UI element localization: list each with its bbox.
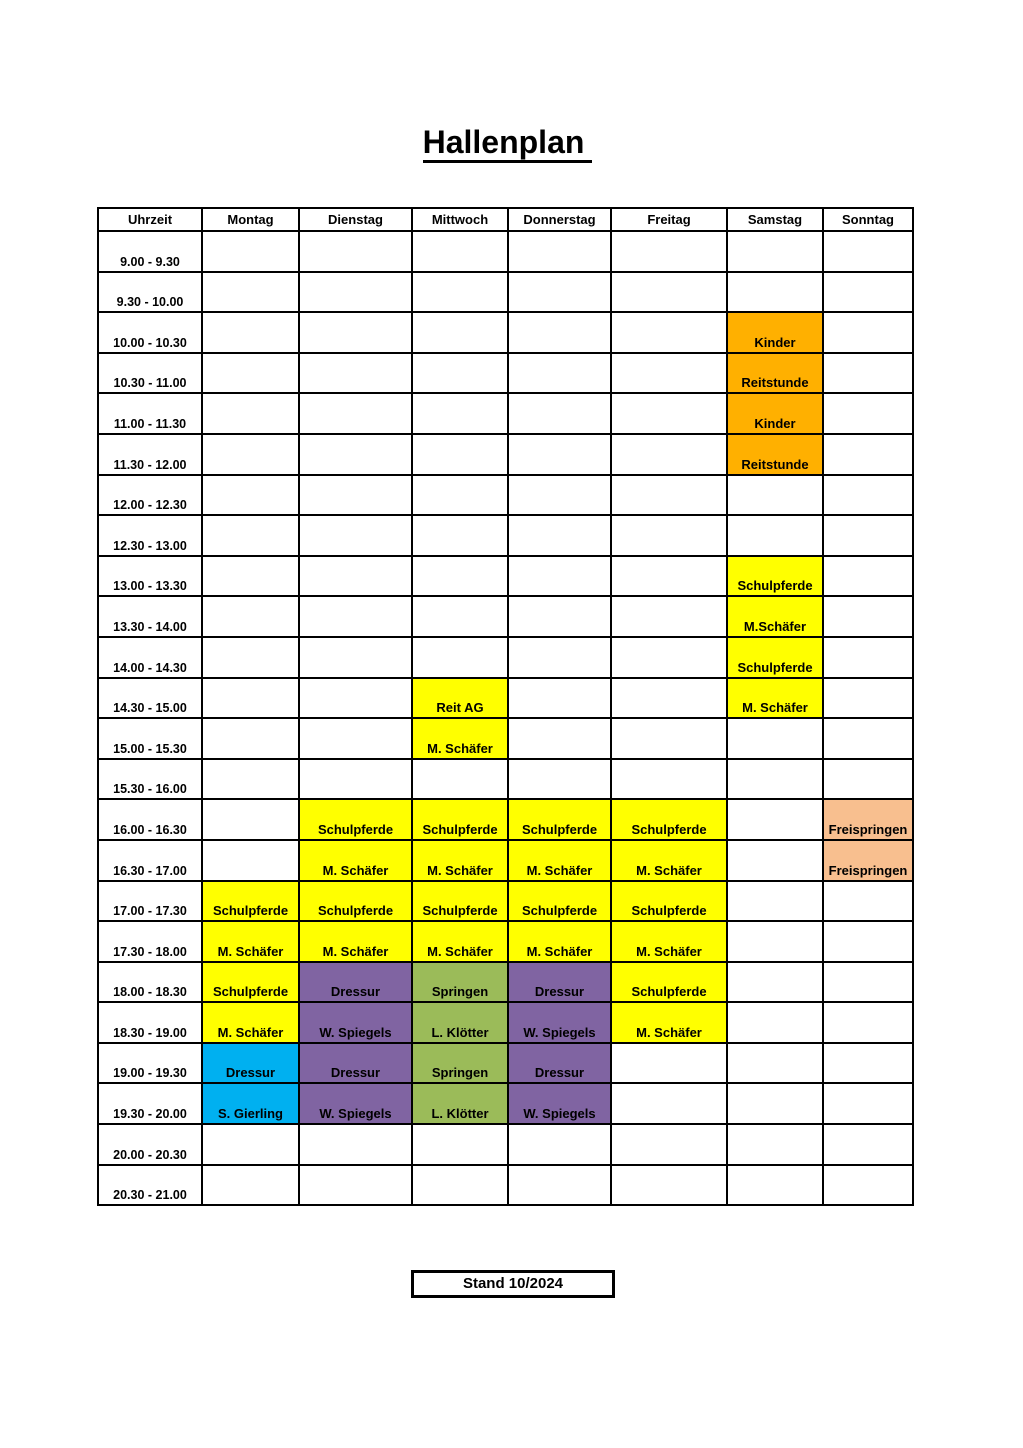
- schedule-cell: [202, 1165, 299, 1206]
- schedule-cell: [412, 393, 508, 434]
- schedule-cell: [299, 759, 412, 800]
- schedule-cell: M. Schäfer: [611, 840, 727, 881]
- schedule-cell: [823, 596, 913, 637]
- time-slot: 17.30 - 18.00: [98, 921, 202, 962]
- schedule-cell: [727, 1083, 823, 1124]
- table-row: [98, 596, 913, 637]
- schedule-cell: [611, 678, 727, 719]
- schedule-cell: [508, 718, 611, 759]
- schedule-cell: [727, 1043, 823, 1084]
- header-day-sonntag: Sonntag: [823, 208, 913, 231]
- schedule-cell: [508, 1165, 611, 1206]
- schedule-cell: [202, 515, 299, 556]
- schedule-cell: [202, 678, 299, 719]
- schedule-cell: [823, 272, 913, 313]
- schedule-cell: [823, 1083, 913, 1124]
- schedule-cell: M. Schäfer: [508, 840, 611, 881]
- time-slot: 17.00 - 17.30: [98, 881, 202, 922]
- header-time: Uhrzeit: [98, 208, 202, 231]
- schedule-cell: [727, 799, 823, 840]
- table-row: [98, 637, 913, 678]
- header-day-montag: Montag: [202, 208, 299, 231]
- time-slot: 9.00 - 9.30: [98, 231, 202, 272]
- schedule-cell: [412, 434, 508, 475]
- time-slot: 10.30 - 11.00: [98, 353, 202, 394]
- schedule-cell: [202, 393, 299, 434]
- schedule-cell: [727, 1002, 823, 1043]
- schedule-cell: W. Spiegels: [508, 1083, 611, 1124]
- schedule-cell: [823, 759, 913, 800]
- schedule-cell: [299, 353, 412, 394]
- table-row: [98, 1165, 913, 1206]
- table-row: [98, 921, 913, 962]
- schedule-cell: [611, 515, 727, 556]
- stand-label: Stand 10/2024: [411, 1270, 615, 1298]
- schedule-cell: [611, 475, 727, 516]
- schedule-cell: [611, 1124, 727, 1165]
- table-row: [98, 1124, 913, 1165]
- schedule-cell: [508, 393, 611, 434]
- schedule-cell: [823, 1002, 913, 1043]
- table-row: [98, 231, 913, 272]
- schedule-cell: [823, 921, 913, 962]
- time-slot: 10.00 - 10.30: [98, 312, 202, 353]
- schedule-cell: [202, 353, 299, 394]
- schedule-cell: [299, 1165, 412, 1206]
- schedule-cell: [299, 1124, 412, 1165]
- schedule-cell: [727, 475, 823, 516]
- schedule-cell: [611, 1165, 727, 1206]
- schedule-cell: [412, 475, 508, 516]
- schedule-cell: [412, 556, 508, 597]
- schedule-cell: Schulpferde: [412, 799, 508, 840]
- table-row: [98, 1043, 913, 1084]
- schedule-cell: [823, 434, 913, 475]
- schedule-cell: Freispringen: [823, 840, 913, 881]
- schedule-cell: [611, 637, 727, 678]
- schedule-cell: [202, 312, 299, 353]
- table-row: [98, 272, 913, 313]
- schedule-cell: [727, 272, 823, 313]
- schedule-cell: Kinder: [727, 312, 823, 353]
- schedule-cell: Schulpferde: [611, 962, 727, 1003]
- schedule-cell: [611, 1043, 727, 1084]
- table-row: [98, 962, 913, 1003]
- table-row: [98, 312, 913, 353]
- schedule-cell: [823, 231, 913, 272]
- schedule-cell: [412, 759, 508, 800]
- time-slot: 11.30 - 12.00: [98, 434, 202, 475]
- time-slot: 9.30 - 10.00: [98, 272, 202, 313]
- schedule-cell: Dressur: [508, 962, 611, 1003]
- schedule-cell: W. Spiegels: [508, 1002, 611, 1043]
- schedule-cell: [202, 840, 299, 881]
- header-day-freitag: Freitag: [611, 208, 727, 231]
- schedule-cell: Schulpferde: [727, 556, 823, 597]
- schedule-cell: Schulpferde: [508, 799, 611, 840]
- schedule-cell: [727, 921, 823, 962]
- table-row: [98, 1083, 913, 1124]
- schedule-cell: Schulpferde: [299, 799, 412, 840]
- table-row: [98, 881, 913, 922]
- schedule-cell: [412, 1165, 508, 1206]
- schedule-cell: [823, 1043, 913, 1084]
- schedule-cell: Schulpferde: [727, 637, 823, 678]
- time-slot: 19.00 - 19.30: [98, 1043, 202, 1084]
- schedule-cell: [299, 475, 412, 516]
- schedule-cell: [727, 515, 823, 556]
- schedule-cell: [412, 1124, 508, 1165]
- schedule-cell: M. Schäfer: [202, 921, 299, 962]
- schedule-cell: [727, 1124, 823, 1165]
- schedule-cell: [611, 759, 727, 800]
- schedule-cell: [299, 515, 412, 556]
- schedule-cell: Reitstunde: [727, 434, 823, 475]
- schedule-cell: [299, 312, 412, 353]
- schedule-cell: Schulpferde: [202, 881, 299, 922]
- schedule-cell: [727, 962, 823, 1003]
- table-row: [98, 759, 913, 800]
- schedule-cell: [727, 759, 823, 800]
- time-slot: 13.00 - 13.30: [98, 556, 202, 597]
- schedule-cell: [299, 434, 412, 475]
- schedule-cell: [823, 1165, 913, 1206]
- table-row: [98, 393, 913, 434]
- schedule-cell: [299, 596, 412, 637]
- schedule-cell: [412, 353, 508, 394]
- table-row: [98, 353, 913, 394]
- schedule-cell: [508, 1124, 611, 1165]
- schedule-cell: S. Gierling: [202, 1083, 299, 1124]
- time-slot: 20.00 - 20.30: [98, 1124, 202, 1165]
- schedule-cell: Schulpferde: [412, 881, 508, 922]
- time-slot: 14.30 - 15.00: [98, 678, 202, 719]
- schedule-cell: [611, 434, 727, 475]
- schedule-cell: [508, 312, 611, 353]
- schedule-cell: [823, 475, 913, 516]
- schedule-cell: [508, 759, 611, 800]
- schedule-cell: [412, 596, 508, 637]
- schedule-cell: M. Schäfer: [412, 840, 508, 881]
- schedule-cell: [823, 962, 913, 1003]
- table-row: [98, 799, 913, 840]
- schedule-cell: [202, 272, 299, 313]
- schedule-cell: [611, 231, 727, 272]
- schedule-cell: M. Schäfer: [611, 1002, 727, 1043]
- schedule-cell: [823, 678, 913, 719]
- schedule-cell: Reitstunde: [727, 353, 823, 394]
- header-day-dienstag: Dienstag: [299, 208, 412, 231]
- schedule-cell: [611, 272, 727, 313]
- schedule-cell: Dressur: [299, 962, 412, 1003]
- schedule-cell: [611, 718, 727, 759]
- schedule-cell: [412, 515, 508, 556]
- schedule-cell: [508, 353, 611, 394]
- schedule-cell: [299, 637, 412, 678]
- schedule-cell: Springen: [412, 962, 508, 1003]
- schedule-table: [97, 207, 914, 1206]
- schedule-cell: [202, 475, 299, 516]
- schedule-cell: Dressur: [202, 1043, 299, 1084]
- schedule-cell: Schulpferde: [508, 881, 611, 922]
- time-slot: 12.30 - 13.00: [98, 515, 202, 556]
- schedule-cell: [508, 475, 611, 516]
- table-row: [98, 718, 913, 759]
- schedule-cell: M.Schäfer: [727, 596, 823, 637]
- time-slot: 11.00 - 11.30: [98, 393, 202, 434]
- schedule-cell: [611, 312, 727, 353]
- schedule-cell: [727, 881, 823, 922]
- schedule-cell: [823, 515, 913, 556]
- schedule-cell: [299, 678, 412, 719]
- schedule-cell: [202, 718, 299, 759]
- schedule-cell: [299, 393, 412, 434]
- table-row: [98, 840, 913, 881]
- schedule-cell: [508, 637, 611, 678]
- schedule-cell: [412, 272, 508, 313]
- table-row: [98, 515, 913, 556]
- schedule-cell: Reit AG: [412, 678, 508, 719]
- schedule-cell: [611, 353, 727, 394]
- schedule-cell: Schulpferde: [202, 962, 299, 1003]
- schedule-cell: [727, 231, 823, 272]
- schedule-cell: [202, 556, 299, 597]
- time-slot: 16.30 - 17.00: [98, 840, 202, 881]
- schedule-cell: [727, 718, 823, 759]
- schedule-cell: Schulpferde: [611, 881, 727, 922]
- schedule-cell: Springen: [412, 1043, 508, 1084]
- schedule-cell: W. Spiegels: [299, 1083, 412, 1124]
- time-slot: 20.30 - 21.00: [98, 1165, 202, 1206]
- page-title-text: Hallenplan: [423, 124, 593, 163]
- schedule-cell: [727, 1165, 823, 1206]
- schedule-cell: Dressur: [508, 1043, 611, 1084]
- time-slot: 13.30 - 14.00: [98, 596, 202, 637]
- schedule-cell: [611, 556, 727, 597]
- schedule-cell: [823, 637, 913, 678]
- schedule-cell: [823, 881, 913, 922]
- time-slot: 15.30 - 16.00: [98, 759, 202, 800]
- header-day-mittwoch: Mittwoch: [412, 208, 508, 231]
- schedule-cell: [611, 393, 727, 434]
- schedule-cell: [508, 678, 611, 719]
- schedule-cell: [508, 515, 611, 556]
- header-day-donnerstag: Donnerstag: [508, 208, 611, 231]
- schedule-cell: [611, 596, 727, 637]
- schedule-cell: [299, 718, 412, 759]
- schedule-cell: [823, 393, 913, 434]
- time-slot: 12.00 - 12.30: [98, 475, 202, 516]
- table-row: [98, 678, 913, 719]
- schedule-cell: Schulpferde: [611, 799, 727, 840]
- schedule-cell: [508, 272, 611, 313]
- schedule-cell: [823, 556, 913, 597]
- schedule-cell: [508, 231, 611, 272]
- schedule-cell: M. Schäfer: [412, 921, 508, 962]
- table-row: [98, 434, 913, 475]
- schedule-cell: [202, 434, 299, 475]
- schedule-cell: M. Schäfer: [299, 921, 412, 962]
- schedule-cell: [202, 231, 299, 272]
- schedule-cell: Freispringen: [823, 799, 913, 840]
- time-slot: 18.00 - 18.30: [98, 962, 202, 1003]
- schedule-cell: [412, 637, 508, 678]
- schedule-cell: [299, 231, 412, 272]
- table-row: [98, 1002, 913, 1043]
- schedule-cell: [611, 1083, 727, 1124]
- schedule-cell: M. Schäfer: [202, 1002, 299, 1043]
- schedule-cell: L. Klötter: [412, 1002, 508, 1043]
- schedule-cell: [202, 637, 299, 678]
- time-slot: 14.00 - 14.30: [98, 637, 202, 678]
- schedule-body: [98, 231, 913, 1205]
- schedule-cell: [823, 353, 913, 394]
- schedule-cell: [202, 799, 299, 840]
- schedule-cell: Dressur: [299, 1043, 412, 1084]
- schedule-cell: Schulpferde: [299, 881, 412, 922]
- time-slot: 15.00 - 15.30: [98, 718, 202, 759]
- schedule-cell: [823, 718, 913, 759]
- page-title: [0, 124, 1015, 163]
- schedule-cell: M. Schäfer: [412, 718, 508, 759]
- schedule-cell: M. Schäfer: [727, 678, 823, 719]
- schedule-cell: [299, 556, 412, 597]
- schedule-cell: [202, 596, 299, 637]
- time-slot: 16.00 - 16.30: [98, 799, 202, 840]
- time-slot: 19.30 - 20.00: [98, 1083, 202, 1124]
- schedule-cell: Kinder: [727, 393, 823, 434]
- schedule-cell: M. Schäfer: [611, 921, 727, 962]
- schedule-cell: [508, 596, 611, 637]
- schedule-cell: [412, 312, 508, 353]
- table-row: [98, 475, 913, 516]
- schedule-cell: L. Klötter: [412, 1083, 508, 1124]
- table-row: [98, 556, 913, 597]
- schedule-cell: [299, 272, 412, 313]
- time-slot: 18.30 - 19.00: [98, 1002, 202, 1043]
- schedule-cell: [823, 1124, 913, 1165]
- header-row: [98, 208, 913, 231]
- schedule-cell: M. Schäfer: [299, 840, 412, 881]
- schedule-cell: [727, 840, 823, 881]
- schedule-cell: W. Spiegels: [299, 1002, 412, 1043]
- schedule-cell: [412, 231, 508, 272]
- header-day-samstag: Samstag: [727, 208, 823, 231]
- schedule-cell: [508, 434, 611, 475]
- schedule-cell: [202, 1124, 299, 1165]
- schedule-cell: [202, 759, 299, 800]
- schedule-cell: [508, 556, 611, 597]
- schedule-cell: [823, 312, 913, 353]
- schedule-cell: M. Schäfer: [508, 921, 611, 962]
